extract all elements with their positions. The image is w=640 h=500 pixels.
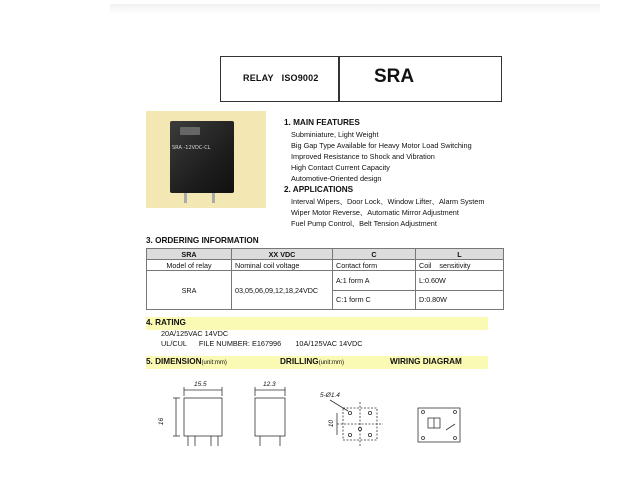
- feature-item: High Contact Current Capacity: [291, 163, 390, 172]
- subheader-cell: Coil sensitivity: [416, 260, 504, 271]
- ordering-heading: 3. ORDERING INFORMATION: [146, 236, 259, 245]
- column-header: C: [333, 249, 416, 260]
- side-view-drawing: [255, 387, 285, 446]
- drilling-unit: (unit:mm): [318, 360, 345, 366]
- dimension-title: 5. DIMENSION: [146, 357, 202, 366]
- contact-form-cell: A:1 form A: [333, 271, 416, 291]
- application-item: Interval Wipers、Door Lock、Window Lifter、Alarm System: [291, 197, 485, 206]
- rating-heading: 4. RATING: [146, 318, 186, 327]
- wiring-heading: WIRING DIAGRAM: [390, 357, 462, 366]
- column-header: XX VDC: [232, 249, 333, 260]
- drilling-holes: [330, 400, 372, 437]
- subheader-cell: Nominal coil voltage: [232, 260, 333, 271]
- application-item: Fuel Pump Control、Belt Tension Adjustment: [291, 219, 437, 228]
- column-header: L: [416, 249, 504, 260]
- voltage-cell: 03,05,06,09,12,18,24VDC: [232, 271, 333, 310]
- subheader-cell: Model of relay: [147, 260, 232, 271]
- application-item: Wiper Motor Reverse、Automatic Mirror Adjustment: [291, 208, 459, 217]
- sensitivity-cell: D:0.80W: [416, 290, 504, 310]
- relay-iso-label: RELAY ISO9002: [243, 73, 319, 83]
- model-title: SRA: [374, 66, 415, 87]
- width-dimension-label: 15.5: [194, 381, 207, 388]
- height-dimension-label: 16: [158, 417, 166, 426]
- column-header: SRA: [147, 249, 232, 260]
- contact-form-cell: C:1 form C: [333, 290, 416, 310]
- feature-item: Big Gap Type Available for Heavy Motor Load Switching: [291, 141, 472, 150]
- drilling-title: DRILLING: [280, 357, 319, 366]
- rating-line: 20A/125VAC 14VDC: [161, 329, 229, 338]
- main-features-heading: 1. MAIN FEATURES: [284, 118, 360, 127]
- wiring-drawing: [418, 408, 460, 442]
- subheader-cell: Contact form: [333, 260, 416, 271]
- sensitivity-cell: L:0.60W: [416, 271, 504, 291]
- feature-item: Subminiature, Light Weight: [291, 130, 379, 139]
- relay-marking: SRA -12VDC-CL: [172, 145, 211, 151]
- depth-dimension-label: 12.3: [263, 381, 276, 388]
- model-cell: SRA: [147, 271, 232, 310]
- front-view-drawing: [173, 387, 222, 446]
- feature-item: Improved Resistance to Shock and Vibration: [291, 152, 435, 161]
- dimension-unit: (unit:mm): [201, 360, 227, 366]
- hole-dimension-label: 5-Ø1.4: [320, 392, 340, 399]
- applications-heading: 2. APPLICATIONS: [284, 185, 354, 194]
- feature-item: Automotive-Oriented design: [291, 174, 382, 183]
- rating-line: UL/CUL FILE NUMBER: E167996 10A/125VAC 14VDC: [161, 339, 363, 348]
- spacing-dimension-label: 10: [328, 419, 336, 428]
